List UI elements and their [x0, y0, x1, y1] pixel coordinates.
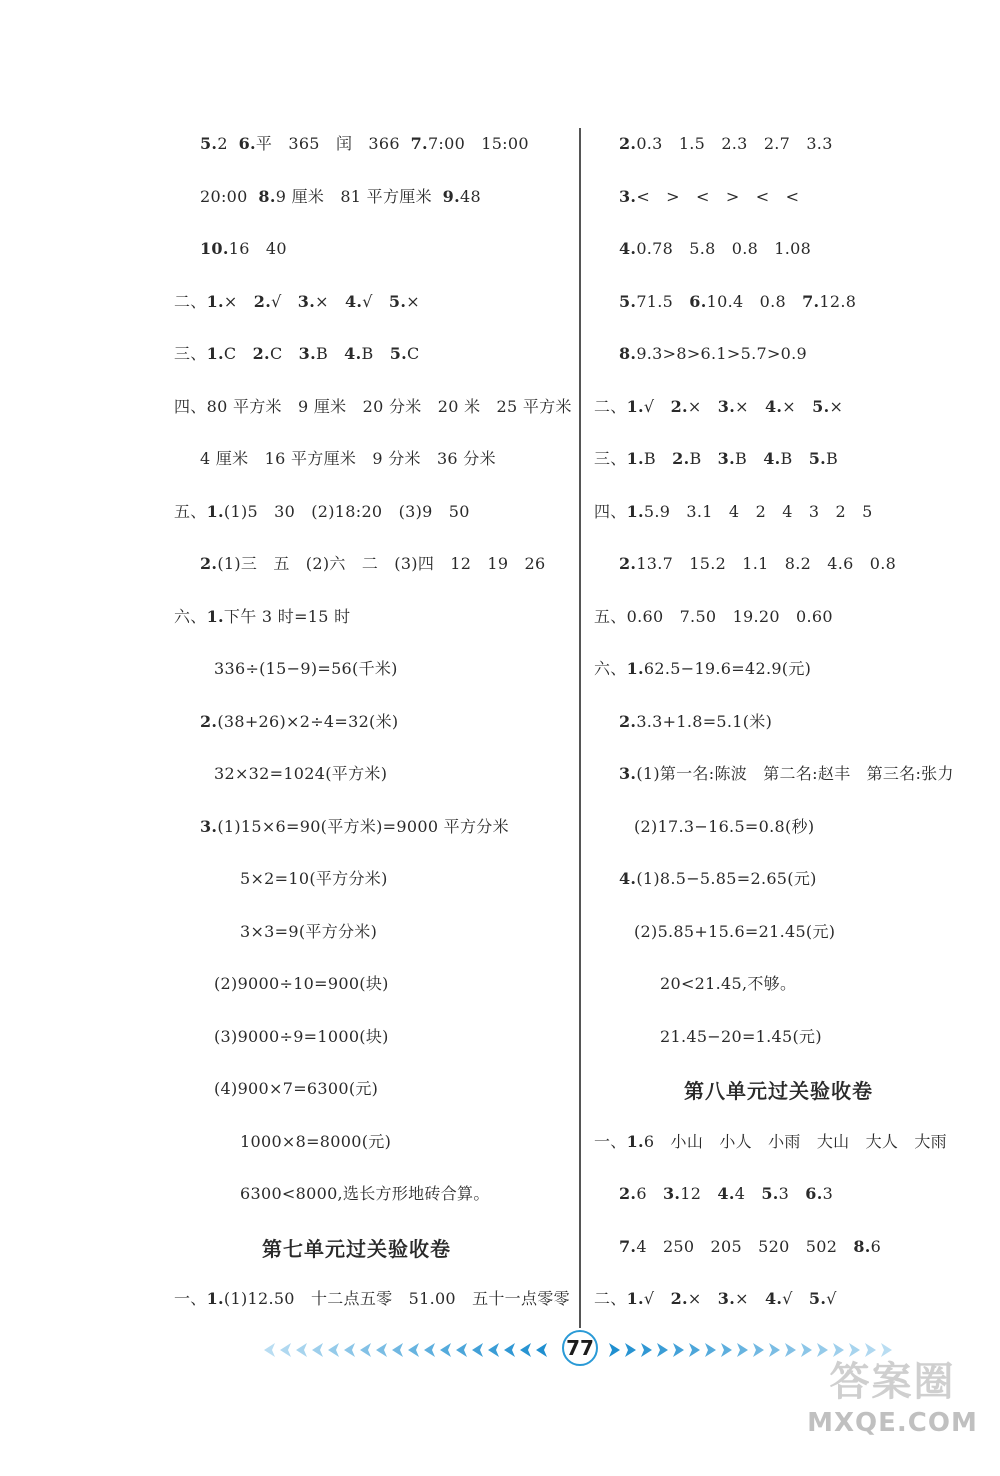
question-number: 2.	[619, 1184, 637, 1203]
answer-text: B	[689, 449, 718, 468]
question-number: 2.	[619, 711, 637, 731]
question-number: 1.	[626, 449, 644, 468]
answer-line	[592, 1275, 992, 1328]
answer-text: 21.45−20=1.45(元)	[660, 1026, 822, 1046]
question-number: 1.	[626, 1131, 644, 1151]
question-number: 3.	[619, 186, 637, 206]
answer-text: (1)三 五 (2)六 二 (3)四 12 19 26	[217, 554, 546, 573]
question-number: 7.	[410, 134, 428, 153]
left-arrow-icon	[344, 1343, 355, 1357]
answer-line	[150, 593, 570, 646]
question-number: 10.	[200, 239, 229, 258]
answer-text: 二、	[174, 291, 207, 311]
answer-text: (3)9000÷9=1000(块)	[214, 1026, 389, 1046]
question-number: 7.	[619, 1236, 637, 1256]
answer-line	[592, 383, 992, 436]
answer-line	[150, 1275, 570, 1328]
watermark-logo	[805, 1356, 980, 1446]
question-number: 4.	[764, 396, 783, 416]
answer-text: B	[734, 449, 764, 468]
answer-text: 7:00 15:00	[427, 134, 529, 153]
answer-line	[592, 593, 992, 646]
answer-text: 五、	[174, 501, 207, 521]
question-number: 1.	[626, 396, 644, 416]
answer-text: (2)17.3−16.5=0.8(秒)	[634, 816, 815, 836]
answer-line	[592, 645, 992, 698]
question-number: 5.	[389, 344, 408, 363]
answer-text: 第七单元过关验收卷	[262, 1236, 451, 1261]
answer-line	[592, 750, 992, 803]
question-number: 7.	[802, 291, 820, 311]
answer-line	[592, 1223, 992, 1276]
answer-line	[592, 698, 992, 751]
question-number: 5.	[388, 291, 407, 311]
answer-text: 62.5−19.6=42.9(元)	[643, 659, 812, 678]
question-number: 5.	[808, 449, 827, 468]
answer-text: 平 365 闰 366	[255, 134, 411, 153]
answer-text: ×	[406, 291, 420, 311]
section-heading	[150, 1223, 570, 1276]
answer-line	[150, 960, 570, 1013]
answer-line	[150, 698, 570, 751]
answer-line	[150, 908, 570, 961]
answer-text: < > < > < <	[636, 186, 800, 206]
answer-text: B	[315, 344, 345, 363]
question-number: 5.	[808, 1289, 827, 1308]
right-arrow-icon	[673, 1343, 684, 1357]
answer-line	[150, 488, 570, 541]
question-number: 2.	[200, 711, 218, 731]
answer-text: 0.3 1.5 2.3 2.7 3.3	[636, 134, 833, 153]
question-number: 5.	[619, 291, 637, 311]
right-arrow-icon	[705, 1343, 716, 1357]
answer-text: C	[407, 344, 420, 363]
answer-line	[150, 1013, 570, 1066]
right-arrow-icon	[721, 1343, 732, 1357]
answer-line	[592, 435, 992, 488]
left-arrow-icon	[504, 1343, 515, 1357]
question-number: 4.	[763, 449, 781, 468]
answer-text: 一、	[594, 1131, 627, 1151]
left-arrow-icon	[520, 1343, 531, 1357]
right-arrow-icon	[817, 1343, 828, 1357]
answer-text: (1)15×6=90(平方米)=9000 平方分米	[217, 816, 509, 836]
question-number: 6.	[238, 134, 256, 153]
question-number: 2.	[670, 1289, 688, 1308]
question-number: 1.	[626, 1289, 644, 1308]
question-number: 1.	[206, 291, 224, 311]
question-number: 2.	[252, 344, 270, 363]
answer-text: 5.9 3.1 4 2 4 3 2 5	[643, 501, 873, 521]
question-number: 3.	[619, 764, 637, 783]
right-arrow-icon	[881, 1343, 892, 1357]
answer-text: (2)9000÷10=900(块)	[214, 974, 389, 993]
left-arrow-icon	[472, 1343, 483, 1357]
right-arrow-icon	[657, 1343, 668, 1357]
answer-text: (1)5 30 (2)18:20 (3)9 50	[223, 501, 470, 521]
answer-text: 5×2=10(平方分米)	[240, 869, 388, 888]
answer-text: 13.7 15.2 1.1 8.2 4.6 0.8	[636, 554, 897, 573]
answer-text: ×	[687, 1289, 718, 1308]
right-arrow-icon	[689, 1343, 700, 1357]
answer-text: 二、	[594, 396, 627, 416]
answer-line	[150, 855, 570, 908]
left-arrow-icon	[280, 1343, 291, 1357]
question-number: 5.	[200, 134, 218, 153]
answer-text: 一、	[174, 1289, 207, 1308]
answer-text: 48	[459, 186, 481, 206]
answer-text: ×	[687, 396, 718, 416]
left-arrow-icon	[424, 1343, 435, 1357]
answer-line	[150, 330, 570, 383]
left-arrow-icon	[536, 1343, 547, 1357]
answer-text: 4 250 205 520 502	[636, 1236, 854, 1256]
question-number: 2.	[672, 449, 690, 468]
answer-text: √	[643, 396, 671, 416]
answer-line	[150, 120, 570, 173]
answer-text: 四、	[594, 501, 627, 521]
answer-text: 6300<8000,选长方形地砖合算。	[240, 1184, 490, 1203]
answer-line	[592, 120, 992, 173]
answer-text: √	[826, 1289, 837, 1308]
right-answer-column	[592, 120, 992, 1328]
answer-text: 1000×8=8000(元)	[240, 1131, 392, 1151]
answer-line	[592, 173, 992, 226]
answer-text: 9.3>8>6.1>5.7>0.9	[636, 344, 807, 363]
question-number: 1.	[206, 1289, 224, 1308]
right-arrow-icon	[737, 1343, 748, 1357]
question-number: 4.	[764, 1289, 783, 1308]
right-arrow-icon	[849, 1343, 860, 1357]
answer-text: ×	[223, 291, 254, 311]
question-number: 6.	[805, 1184, 823, 1203]
answer-text: 三、	[594, 449, 627, 468]
question-number: 4.	[717, 1184, 735, 1203]
left-arrow-icon	[440, 1343, 451, 1357]
question-number: 3.	[297, 291, 316, 311]
answer-line	[592, 1170, 992, 1223]
answer-text: 6	[870, 1236, 882, 1256]
answer-text: √	[362, 291, 389, 311]
answer-text: 16 40	[228, 239, 287, 258]
left-arrow-icon	[488, 1343, 499, 1357]
answer-text: 4 厘米 16 平方厘米 9 分米 36 分米	[200, 449, 496, 468]
answer-text: 3	[822, 1184, 834, 1203]
question-number: 2.	[619, 134, 637, 153]
answer-text: 20<21.45,不够。	[660, 974, 797, 993]
question-number: 3.	[717, 1289, 736, 1308]
question-number: 3.	[717, 449, 735, 468]
answer-text: (2)5.85+15.6=21.45(元)	[634, 921, 836, 941]
question-number: 1.	[206, 606, 224, 626]
answer-text: (1)第一名:陈波 第二名:赵丰 第三名:张力	[636, 764, 954, 783]
answer-text: C	[269, 344, 299, 363]
right-arrow-icon	[865, 1343, 876, 1357]
question-number: 2.	[200, 554, 218, 573]
question-number: 2.	[619, 554, 637, 573]
right-arrow-icon	[625, 1343, 636, 1357]
answer-line	[150, 803, 570, 856]
question-number: 5.	[761, 1184, 779, 1203]
answer-text: B	[780, 449, 809, 468]
left-arrow-icon	[312, 1343, 323, 1357]
answer-text: 二、	[594, 1289, 627, 1308]
answer-text: 10.4 0.8	[706, 291, 803, 311]
answer-line	[592, 488, 992, 541]
question-number: 2.	[253, 291, 272, 311]
answer-text: (4)900×7=6300(元)	[214, 1079, 379, 1098]
left-arrow-icon	[408, 1343, 419, 1357]
answer-text: 12.8	[819, 291, 857, 311]
answer-line	[592, 540, 992, 593]
answer-text: 3×3=9(平方分米)	[240, 921, 378, 941]
question-number: 4.	[619, 239, 637, 258]
answer-text: 32×32=1024(平方米)	[214, 764, 388, 783]
question-number: 1.	[206, 344, 224, 363]
answer-text: √	[271, 291, 298, 311]
answer-text: 2	[217, 134, 239, 153]
answer-text: 五、0.60 7.50 19.20 0.60	[594, 606, 833, 626]
left-arrow-icon	[392, 1343, 403, 1357]
answer-line	[592, 278, 992, 331]
answer-text: C	[223, 344, 253, 363]
answer-text: 六、	[174, 606, 207, 626]
right-arrow-icon	[609, 1343, 620, 1357]
answer-text: 第八单元过关验收卷	[684, 1079, 873, 1103]
right-arrow-icon	[753, 1343, 764, 1357]
left-arrow-icon	[328, 1343, 339, 1357]
section-heading	[592, 1065, 992, 1118]
answer-text: 71.5	[636, 291, 690, 311]
watermark-url: MXQE.COM	[807, 1408, 978, 1438]
question-number: 4.	[344, 344, 362, 363]
left-arrow-decoration	[260, 1338, 555, 1362]
answer-text: 三、	[174, 344, 207, 363]
question-number: 4.	[619, 869, 637, 888]
answer-text: 20:00	[200, 186, 259, 206]
answer-line	[592, 803, 992, 856]
answer-text: B	[643, 449, 673, 468]
answer-text: 6	[636, 1184, 663, 1203]
answer-text: 336÷(15−9)=56(千米)	[214, 659, 398, 678]
answer-text: 下午 3 时=15 时	[223, 606, 351, 626]
question-number: 2.	[670, 396, 688, 416]
right-arrow-icon	[785, 1343, 796, 1357]
watermark-title: 答案圈	[829, 1359, 956, 1405]
left-arrow-icon	[360, 1343, 371, 1357]
answer-text: √	[643, 1289, 671, 1308]
question-number: 8.	[258, 186, 276, 206]
question-number: 1.	[626, 501, 644, 521]
answer-line	[150, 1118, 570, 1171]
question-number: 6.	[689, 291, 707, 311]
answer-line	[150, 383, 570, 436]
question-number: 8.	[853, 1236, 871, 1256]
answer-text: (1)12.50 十二点五零 51.00 五十一点零零	[223, 1289, 570, 1308]
question-number: 5.	[812, 396, 830, 416]
column-divider	[579, 128, 581, 1328]
answer-text: 0.78 5.8 0.8 1.08	[636, 239, 812, 258]
answer-text: (1)8.5−5.85=2.65(元)	[636, 869, 817, 888]
answer-text: (38+26)×2÷4=32(米)	[217, 711, 399, 731]
answer-line	[592, 1118, 992, 1171]
answer-line	[592, 225, 992, 278]
answer-line	[592, 960, 992, 1013]
answer-line	[150, 278, 570, 331]
answer-line	[592, 908, 992, 961]
question-number: 3.	[298, 344, 316, 363]
left-arrow-icon	[456, 1343, 467, 1357]
answer-text: ×	[735, 396, 765, 416]
left-arrow-icon	[376, 1343, 387, 1357]
page-footer	[260, 1330, 900, 1370]
answer-line	[150, 540, 570, 593]
answer-text: 12	[680, 1184, 718, 1203]
question-number: 3.	[662, 1184, 681, 1203]
answer-text: 6 小山 小人 小雨 大山 大人 大雨	[643, 1131, 947, 1151]
question-number: 1.	[626, 659, 644, 678]
left-answer-column	[150, 120, 570, 1328]
answer-text: ×	[829, 396, 844, 416]
answer-text: 3.3+1.8=5.1(米)	[636, 711, 773, 731]
answer-text: B	[361, 344, 390, 363]
answer-text: 六、	[594, 659, 627, 678]
answer-text: 四、80 平方米 9 厘米 20 分米 20 米 25 平方米	[174, 396, 572, 416]
answer-text: ×	[315, 291, 345, 311]
right-arrow-icon	[769, 1343, 780, 1357]
answer-line	[592, 330, 992, 383]
answer-text: 9 厘米 81 平方厘米	[275, 186, 443, 206]
answer-text: ×	[735, 1289, 765, 1308]
answer-text: 3	[778, 1184, 806, 1203]
answer-line	[150, 1170, 570, 1223]
right-arrow-icon	[833, 1343, 844, 1357]
answer-line	[150, 645, 570, 698]
answer-text: ×	[782, 396, 813, 416]
question-number: 1.	[206, 501, 224, 521]
answer-text: 4	[734, 1184, 762, 1203]
answer-line	[150, 1065, 570, 1118]
left-arrow-icon	[296, 1343, 307, 1357]
right-arrow-icon	[801, 1343, 812, 1357]
question-number: 4.	[344, 291, 363, 311]
answer-line	[150, 750, 570, 803]
answer-line	[592, 1013, 992, 1066]
answer-line	[150, 435, 570, 488]
question-number: 8.	[619, 344, 637, 363]
answer-text: B	[826, 449, 839, 468]
page-number: 77	[562, 1330, 598, 1366]
answer-line	[150, 173, 570, 226]
question-number: 3.	[717, 396, 736, 416]
right-arrow-icon	[641, 1343, 652, 1357]
question-number: 3.	[200, 816, 218, 836]
left-arrow-icon	[264, 1343, 275, 1357]
answer-line	[592, 855, 992, 908]
answer-line	[150, 225, 570, 278]
question-number: 9.	[442, 186, 460, 206]
answer-text: √	[782, 1289, 809, 1308]
